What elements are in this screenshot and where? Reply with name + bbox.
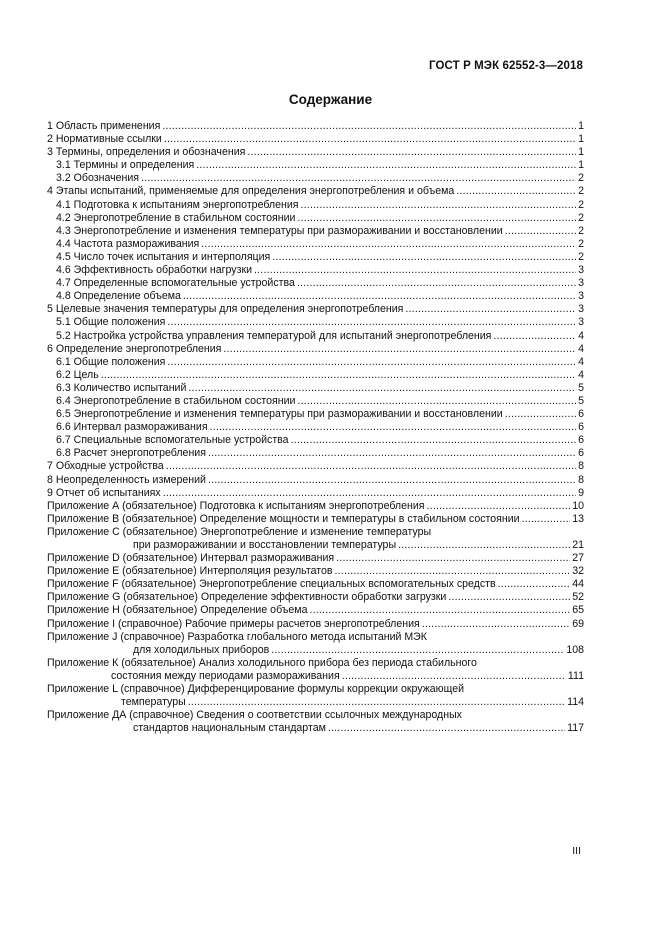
toc-entry[interactable]: 5.2 Настройка устройства управления температурой для испытаний энергопотребления ..... 4 <box>47 330 584 343</box>
toc-entry[interactable]: 4 Этапы испытаний, применяемые для определения энергопотребления и объема ..... 2 <box>47 185 584 198</box>
toc-entry[interactable]: 5.1 Общие положения ..... 3 <box>47 316 584 329</box>
toc-entry-continuation[interactable]: температуры ..... 114 <box>47 696 584 709</box>
toc-entry-continuation[interactable]: для холодильных приборов ..... 108 <box>47 644 584 657</box>
toc-entry[interactable]: 6.1 Общие положения ..... 4 <box>47 356 584 369</box>
toc-entry[interactable]: 5 Целевые значения температуры для определения энергопотребления ..... 3 <box>47 303 584 316</box>
toc-entry[interactable]: Приложение D (обязательное) Интервал размораживания ..... 27 <box>47 552 584 565</box>
toc-entry[interactable]: Приложение Н (обязательное) Определение объема ..... 65 <box>47 604 584 617</box>
toc-entry[interactable]: 3.1 Термины и определения ..... 1 <box>47 159 584 172</box>
toc-entry[interactable]: 3 Термины, определения и обозначения ..... 1 <box>47 146 584 159</box>
toc-entry[interactable]: 4.7 Определенные вспомогательные устройства ..... 3 <box>47 277 584 290</box>
toc-entry[interactable]: 3.2 Обозначения ..... 2 <box>47 172 584 185</box>
toc-entry[interactable]: 4.6 Эффективность обработки нагрузки ..... 3 <box>47 264 584 277</box>
toc-entry[interactable]: 8 Неопределенность измерений ..... 8 <box>47 474 584 487</box>
toc-entry[interactable]: Приложение Е (обязательное) Интерполяция результатов ..... 32 <box>47 565 584 578</box>
toc-entry[interactable]: Приложение А (обязательное) Подготовка к испытаниям энергопотребления ..... 10 <box>47 500 584 513</box>
toc-entry[interactable]: Приложение К (обязательное) Анализ холодильного прибора без периода стабильного <box>47 656 477 669</box>
toc-entry[interactable]: Приложение G (обязательное) Определение эффективности обработки загрузки ..... 52 <box>47 591 584 604</box>
toc-entry[interactable]: Приложение С (обязательное) Энергопотребление и изменение температуры <box>47 525 432 538</box>
toc-entry[interactable]: 4.4 Частота размораживания ..... 2 <box>47 238 584 251</box>
toc-entry[interactable]: 4.5 Число точек испытания и интерполяция ..... 2 <box>47 251 584 264</box>
toc-entry[interactable]: 4.1 Подготовка к испытаниям энергопотребления ..... 2 <box>47 199 584 212</box>
toc-entry[interactable]: 6.3 Количество испытаний ..... 5 <box>47 382 584 395</box>
toc-entry[interactable]: Приложение В (обязательное) Определение мощности и температуры в стабильном состоянии ..... 13 <box>47 513 584 526</box>
toc-entry[interactable]: Приложение ДА (справочное) Сведения о соответствии ссылочных международных <box>47 709 462 722</box>
toc-entry[interactable]: 6.7 Специальные вспомогательные устройства ..... 6 <box>47 434 584 447</box>
toc-title: Содержание <box>288 92 373 107</box>
toc-entry[interactable]: Приложение F (обязательное) Энергопотребление специальных вспомогательных средств ..... 44 <box>47 578 584 591</box>
toc-entry[interactable]: 1 Область применения ..... 1 <box>47 120 584 133</box>
toc-entry[interactable]: Приложение J (справочное) Разработка глобального метода испытаний МЭК <box>47 630 427 643</box>
toc-entry[interactable]: 6.6 Интервал размораживания ..... 6 <box>47 421 584 434</box>
toc-entry[interactable]: 6.8 Расчет энергопотребления ..... 6 <box>47 447 584 460</box>
toc-entry[interactable]: 6 Определение энергопотребления ..... 4 <box>47 343 584 356</box>
toc-entry-continuation[interactable]: состояния между периодами размораживания ..... 111 <box>47 670 584 683</box>
toc-entry-continuation[interactable]: при размораживании и восстановлении температуры ..... 21 <box>47 539 584 552</box>
page-number: III <box>572 845 581 857</box>
toc-entry[interactable]: 4.2 Энергопотребление в стабильном состоянии ..... 2 <box>47 212 584 225</box>
table-of-contents <box>47 120 584 735</box>
toc-entry[interactable]: 6.5 Энергопотребление и изменения температуры при размораживании и восстановлении ..... 6 <box>47 408 584 421</box>
toc-entry-continuation[interactable]: стандартов национальным стандартам ..... 117 <box>47 722 584 735</box>
toc-entry[interactable]: 9 Отчет об испытаниях ..... 9 <box>47 487 584 500</box>
toc-entry[interactable]: Приложение L (справочное) Дифференцирование формулы коррекции окружающей <box>47 683 465 696</box>
toc-entry[interactable]: 6.4 Энергопотребление в стабильном состоянии ..... 5 <box>47 395 584 408</box>
document-header: ГОСТ Р МЭК 62552-3—2018 <box>429 60 583 72</box>
toc-entry[interactable]: 4.8 Определение объема ..... 3 <box>47 290 584 303</box>
toc-entry[interactable]: 7 Обходные устройства ..... 8 <box>47 460 584 473</box>
toc-entry[interactable]: 6.2 Цель ..... 4 <box>47 369 584 382</box>
toc-entry[interactable]: 4.3 Энергопотребление и изменения температуры при размораживании и восстановлении ..... 2 <box>47 225 584 238</box>
toc-entry[interactable]: Приложение I (справочное) Рабочие примеры расчетов энергопотребления ..... 69 <box>47 618 584 631</box>
toc-entry[interactable]: 2 Нормативные ссылки ..... 1 <box>47 133 584 146</box>
